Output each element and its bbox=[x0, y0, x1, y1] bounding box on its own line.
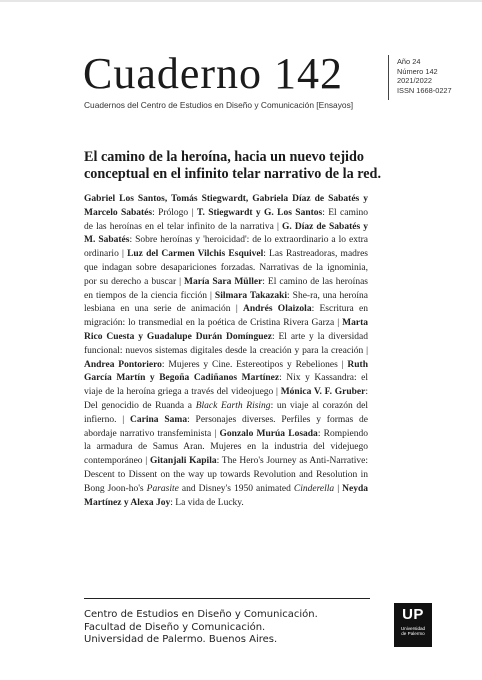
contributor-name: Andrés Olaizola bbox=[242, 304, 312, 315]
issue-divider bbox=[388, 55, 389, 100]
contributor-name: María Sara Müller bbox=[184, 276, 263, 287]
contributor-name: T. Stiegwardt y G. Los Santos bbox=[196, 207, 323, 218]
contents-text: : She-ra, una heroína lesbiana en una serie de animación | bbox=[84, 290, 368, 315]
article-title: El camino de la heroína, hacia un nuevo tejido conceptual en el infinito telar narrativo de la red. bbox=[84, 149, 381, 182]
footer-divider bbox=[84, 598, 370, 599]
journal-subtitle: Cuadernos del Centro de Estudios en Diseño y Comunicación [Ensayos] bbox=[84, 100, 354, 110]
journal-title: Cuaderno 142 bbox=[83, 49, 344, 98]
contributor-name: Silmara Takazaki bbox=[214, 290, 288, 301]
publisher-info bbox=[84, 609, 318, 647]
work-title: Parasite bbox=[146, 483, 179, 494]
contributor-name: Gonzalo Murúa Losada bbox=[219, 428, 318, 439]
contents-text: : Prólogo | bbox=[152, 207, 197, 218]
table-of-contents bbox=[84, 193, 368, 510]
contents-text: : El arte y la diversidad funcional: nuevos sistemas digitales desde la creación y para la creación | bbox=[84, 331, 368, 356]
publisher-line-3: Universidad de Palermo. Buenos Aires. bbox=[84, 634, 278, 646]
contributor-name: Ruth García Martín y Begoña Cadiñanos Martínez bbox=[84, 359, 368, 384]
contents-text: : Mujeres y Cine. Estereotipos y Rebeliones | bbox=[161, 359, 348, 370]
contributor-name: G. Díaz de Sabatés y M. Sabatés bbox=[84, 221, 368, 246]
issue-number: Número 142 bbox=[397, 66, 438, 76]
contents-text: : El camino de las heroínas en tiempos de la ciencia ficción | bbox=[84, 276, 368, 301]
top-edge-divider bbox=[0, 0, 482, 2]
issue-info bbox=[397, 57, 452, 95]
publisher-line-1: Centro de Estudios en Diseño y Comunicación. bbox=[84, 609, 318, 620]
contents-text: : Del genocidio de Ruanda a bbox=[84, 387, 368, 411]
contributor-name: Neyda Martínez y Alexa Joy bbox=[84, 483, 369, 508]
contributor-name: Andrea Pontoriero bbox=[84, 359, 162, 370]
issue-year: Año 24 bbox=[397, 57, 421, 66]
university-logo bbox=[394, 603, 432, 647]
logo-text-line-1: Universidad bbox=[400, 626, 426, 631]
contents-text: : La vida de Lucky. bbox=[170, 497, 244, 508]
contents-text: : un viaje al corazón del infierno. | bbox=[84, 400, 368, 425]
contents-text: : Personajes diverses. Perfiles y formas de abordaje narrativo transfeminista | bbox=[84, 414, 368, 439]
contributor-name: Luz del Carmen Vilchis Esquivel bbox=[127, 249, 264, 260]
logo-text bbox=[394, 626, 432, 637]
contents-text: : Nix y Kassandra: el viaje de la heroína griega a través del videojuego | bbox=[84, 373, 369, 398]
contents-text: : Rompiendo la armadura de Samus Aran. Mujeres en la industria del videjuego contemporáneo | bbox=[84, 428, 368, 467]
contributor-name: Marta Rico Cuesta y Guadalupe Durán Domínguez bbox=[84, 318, 368, 342]
contents-text: and Disney's 1950 animated bbox=[178, 483, 294, 494]
logo-text-line-2: de Palermo bbox=[401, 631, 425, 637]
contributor-name: Mónica V. F. Gruber bbox=[280, 387, 366, 398]
contents-text: : Escritura en migración: lo transmedial en la poética de Cristina Rivera Garza | bbox=[84, 304, 368, 329]
contents-text: | bbox=[334, 483, 343, 494]
contents-text: : Sobre heroínas y 'heroicidad': de lo extraordinario a lo extra ordinario | bbox=[84, 235, 368, 260]
work-title: Cinderella bbox=[293, 483, 335, 494]
issue-issn: ISSN 1668-0227 bbox=[397, 85, 452, 95]
contributor-name: Carina Sama bbox=[130, 414, 188, 425]
issue-period: 2021/2022 bbox=[397, 76, 432, 85]
contributor-name: Gabriel Los Santos, Tomás Stiegwardt, Gabriela Díaz de Sabatés y Marcelo Sabatés bbox=[84, 194, 368, 218]
work-title: Black Earth Rising bbox=[195, 400, 271, 411]
contents-text: : Las Rastreadoras, madres que indagan sobre desapariciones forzadas. Narrativas de la ignominia, por su derecho a buscar | bbox=[84, 249, 368, 287]
publisher-line-2: Facultad de Diseño y Comunicación. bbox=[84, 621, 266, 633]
contributor-name: Gitanjali Kapila bbox=[149, 456, 217, 467]
contents-text: : El camino de las heroínas en el telar infinito de la narrativa | bbox=[84, 207, 368, 232]
logo-mark: UP bbox=[402, 606, 424, 623]
contents-text: : The Hero's Journey as Anti-Narrative: Descent to Dissent on the way up towards Revolution and Resolution in Bong Joon-ho's bbox=[84, 456, 368, 494]
